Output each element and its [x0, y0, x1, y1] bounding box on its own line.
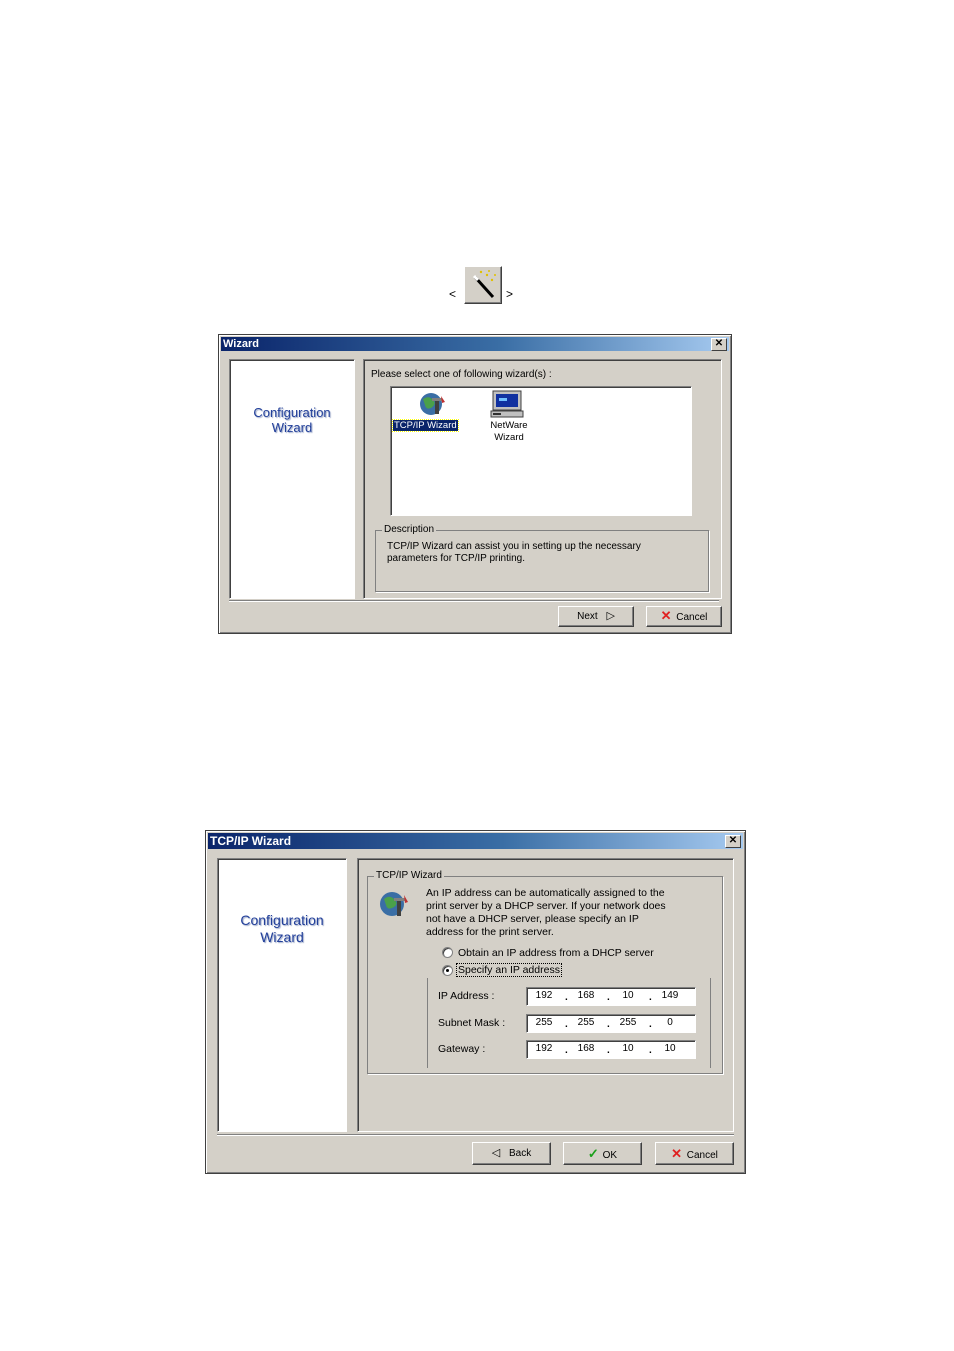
list-item-label: TCP/IP Wizard: [394, 420, 457, 431]
tcpip-wizard-dialog: [205, 830, 746, 1174]
close-button[interactable]: [711, 338, 727, 351]
wizard-main-panel: [363, 359, 722, 599]
ok-label: OK: [602, 1150, 618, 1161]
ip-octet-1: 192: [535, 990, 553, 1001]
wizard-title-bar: [221, 337, 729, 351]
dhcp-option-label[interactable]: Obtain an IP address from a DHCP server: [458, 947, 654, 959]
mask-octet-2: 255: [577, 1017, 595, 1028]
sidebar-brand-line1: Configuration: [240, 912, 324, 928]
gw-octet-2: 168: [577, 1043, 595, 1054]
back-button[interactable]: [472, 1142, 551, 1165]
info-line4: address for the print server.: [426, 926, 554, 938]
ip-address-label: IP Address :: [438, 990, 495, 1002]
mask-dot: .: [649, 1019, 652, 1030]
tcpip-globe-icon: [377, 889, 411, 919]
tcpip-group-label: TCP/IP Wizard: [376, 870, 442, 881]
static-ip-radio[interactable]: [442, 965, 453, 976]
close-icon: ✕: [728, 835, 738, 846]
ip-dot: .: [607, 992, 610, 1003]
cancel-label: Cancel: [676, 612, 708, 623]
wizard-prompt: Please select one of following wizard(s) :: [371, 369, 552, 380]
back-label: Back: [509, 1148, 532, 1159]
ip-octet-4: 149: [661, 990, 679, 1001]
gateway-label: Gateway :: [438, 1043, 486, 1055]
list-item-label-line1: NetWare: [490, 420, 528, 431]
gw-dot: .: [565, 1045, 568, 1056]
ok-check-icon: ✓: [587, 1146, 599, 1161]
list-item-label-line2: Wizard: [494, 432, 524, 443]
subnet-mask-field[interactable]: [526, 1014, 696, 1033]
gw-dot: .: [649, 1045, 652, 1056]
subnet-mask-label: Subnet Mask :: [438, 1017, 506, 1029]
description-line2: parameters for TCP/IP printing.: [387, 553, 526, 564]
cancel-x-icon: ✕: [660, 608, 672, 623]
info-line1: An IP address can be automatically assigned to the: [426, 887, 665, 899]
mask-octet-4: 0: [667, 1017, 673, 1028]
mask-dot: .: [607, 1019, 610, 1030]
sidebar-brand: [218, 912, 346, 946]
cancel-x-icon: ✕: [671, 1146, 682, 1161]
button-separator: [217, 1134, 734, 1136]
wizard-sidebar: [217, 858, 347, 1132]
description-label: Description: [384, 524, 435, 535]
sidebar-brand-line2: Wizard: [260, 929, 304, 945]
next-arrow-icon: ▷: [606, 610, 615, 622]
dhcp-radio[interactable]: [442, 947, 453, 958]
info-line2: print server by a DHCP server. If your network does: [426, 900, 666, 912]
ip-octet-3: 10: [622, 990, 634, 1001]
tcpip-globe-icon: [415, 390, 449, 418]
gw-octet-3: 10: [622, 1043, 634, 1054]
gw-dot: .: [607, 1045, 610, 1056]
list-item-tcpip[interactable]: [393, 390, 469, 436]
next-label: Next: [577, 611, 598, 622]
button-separator: [229, 600, 719, 602]
mask-octet-1: 255: [535, 1017, 553, 1028]
magic-wand-icon[interactable]: [464, 266, 502, 304]
mask-dot: .: [565, 1019, 568, 1030]
sidebar-brand: [230, 405, 354, 435]
mask-octet-3: 255: [619, 1017, 637, 1028]
window-title: TCP/IP Wizard: [210, 834, 292, 848]
tcpip-group: [367, 870, 723, 1074]
computer-icon: [489, 390, 525, 418]
wand-left-bracket: <: [449, 287, 457, 301]
gw-octet-4: 10: [664, 1043, 676, 1054]
ok-button[interactable]: [563, 1142, 642, 1165]
ip-octet-2: 168: [577, 990, 595, 1001]
ip-dot: .: [565, 992, 568, 1003]
static-option-label[interactable]: Specify an IP address: [458, 964, 560, 976]
sidebar-brand-line1: Configuration: [253, 405, 331, 420]
next-button[interactable]: [558, 606, 634, 627]
wizard-sidebar: [229, 359, 355, 599]
list-item-netware[interactable]: [481, 390, 537, 444]
cancel-button[interactable]: [655, 1142, 734, 1165]
tcpip-main-panel: [357, 858, 734, 1132]
close-icon: ✕: [714, 338, 724, 349]
back-arrow-icon: ◁: [491, 1147, 501, 1159]
wizard-list: [390, 386, 692, 516]
ip-address-field[interactable]: [526, 987, 696, 1006]
description-group: [375, 524, 709, 592]
cancel-button[interactable]: [646, 606, 722, 627]
wizard-dialog: [218, 334, 732, 634]
ip-dot: .: [649, 992, 652, 1003]
wand-right-bracket: >: [506, 287, 514, 301]
window-title: Wizard: [223, 338, 259, 350]
close-button[interactable]: [725, 835, 741, 848]
tcpip-title-bar: [208, 833, 743, 849]
description-line1: TCP/IP Wizard can assist you in setting up the necessary: [387, 541, 641, 552]
gw-octet-1: 192: [535, 1043, 553, 1054]
info-line3: not have a DHCP server, please specify an IP: [426, 913, 639, 925]
cancel-label: Cancel: [686, 1150, 718, 1161]
sidebar-brand-line2: Wizard: [271, 420, 313, 435]
gateway-field[interactable]: [526, 1040, 696, 1059]
